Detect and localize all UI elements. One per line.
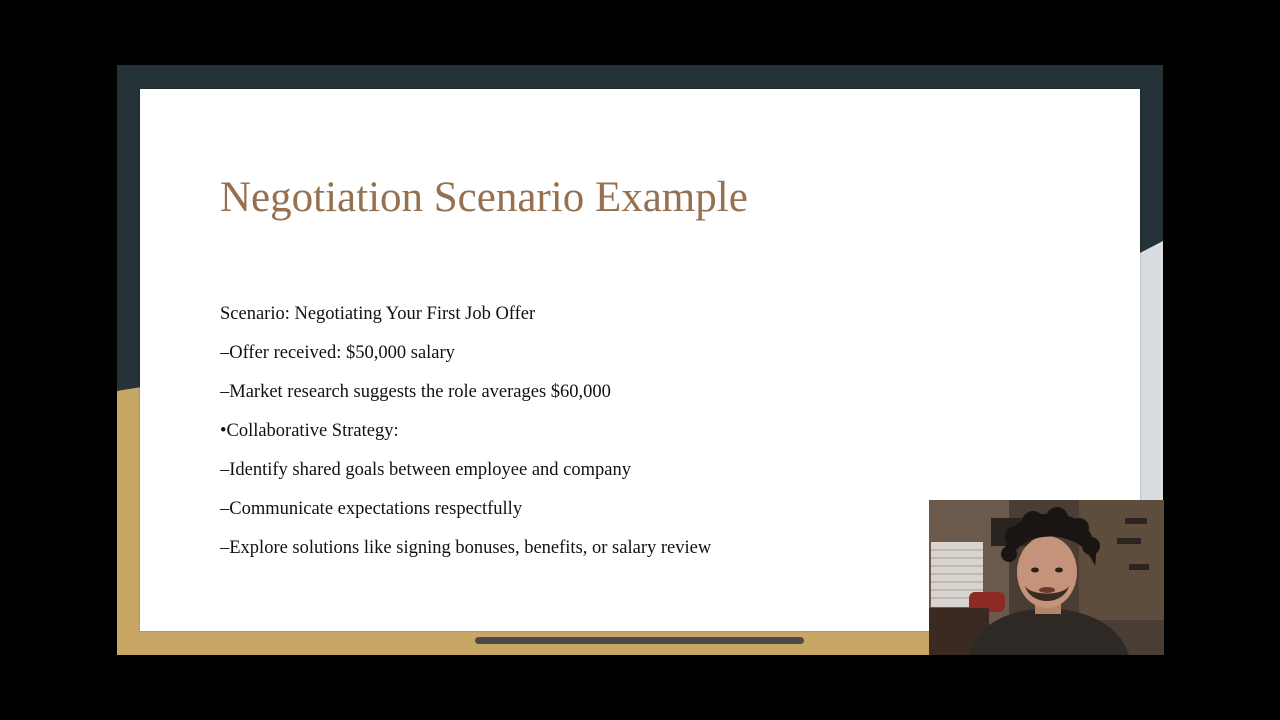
slide-content (220, 303, 711, 576)
scrubber-bar[interactable] (475, 637, 804, 644)
solutions-line: –Explore solutions like signing bonuses, benefits, or salary review (220, 538, 712, 558)
slide-title: Negotiation Scenario Example (220, 174, 748, 221)
presenter-video (929, 500, 1164, 655)
strategy-heading: •Collaborative Strategy: (220, 421, 399, 441)
market-research-line: –Market research suggests the role averages $60,000 (220, 382, 611, 402)
webcam-overlay (929, 500, 1164, 655)
shared-goals-line: –Identify shared goals between employee and company (220, 460, 631, 480)
offer-line: –Offer received: $50,000 salary (220, 343, 455, 363)
scenario-line: Scenario: Negotiating Your First Job Offer (220, 304, 536, 324)
communicate-line: –Communicate expectations respectfully (220, 499, 523, 519)
